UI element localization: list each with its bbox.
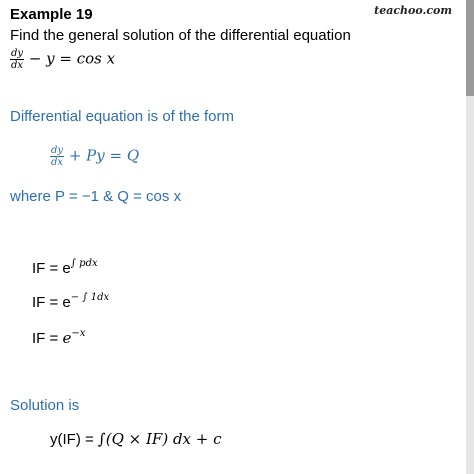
where-line: where P = −1 & Q = cos x — [10, 188, 182, 205]
solution-math: ∫(Q × IF) dx + c — [97, 430, 222, 448]
if-line-3-power: −x — [71, 328, 86, 339]
if-line-1 — [32, 258, 98, 277]
form-fraction — [50, 145, 64, 168]
given-fraction-numerator: dy — [11, 48, 24, 59]
if-line-1-power: ∫ pdx — [70, 258, 98, 269]
given-fraction-denominator: dx — [11, 60, 24, 71]
if-line-3-e: e — [62, 329, 72, 347]
form-intro: Differential equation is of the form — [10, 108, 235, 125]
if-line-2-power: − ∫ 1dx — [70, 292, 110, 303]
question-text: Find the general solution of the differential equation — [10, 27, 351, 44]
if-line-3-base: IF = — [32, 330, 63, 347]
given-fraction — [10, 48, 24, 71]
solution-prefix: y(IF) = — [50, 431, 98, 448]
given-equation — [10, 48, 115, 71]
form-fraction-denominator: dx — [51, 157, 64, 168]
scrollbar-thumb[interactable] — [466, 0, 474, 96]
solution-equation — [50, 430, 222, 448]
form-equation-rest: + Py = Q — [64, 146, 140, 165]
if-line-2 — [32, 292, 109, 311]
given-equation-rest: − y = cos x — [24, 49, 116, 68]
if-line-3 — [32, 328, 85, 347]
form-fraction-numerator: dy — [51, 145, 64, 156]
brand-logo: teachoo.com — [374, 4, 452, 17]
form-equation — [50, 145, 139, 168]
if-line-1-base: IF = e — [32, 260, 71, 277]
example-title: Example 19 — [10, 6, 93, 23]
solution-label: Solution is — [10, 397, 80, 414]
if-line-2-base: IF = e — [32, 294, 71, 311]
